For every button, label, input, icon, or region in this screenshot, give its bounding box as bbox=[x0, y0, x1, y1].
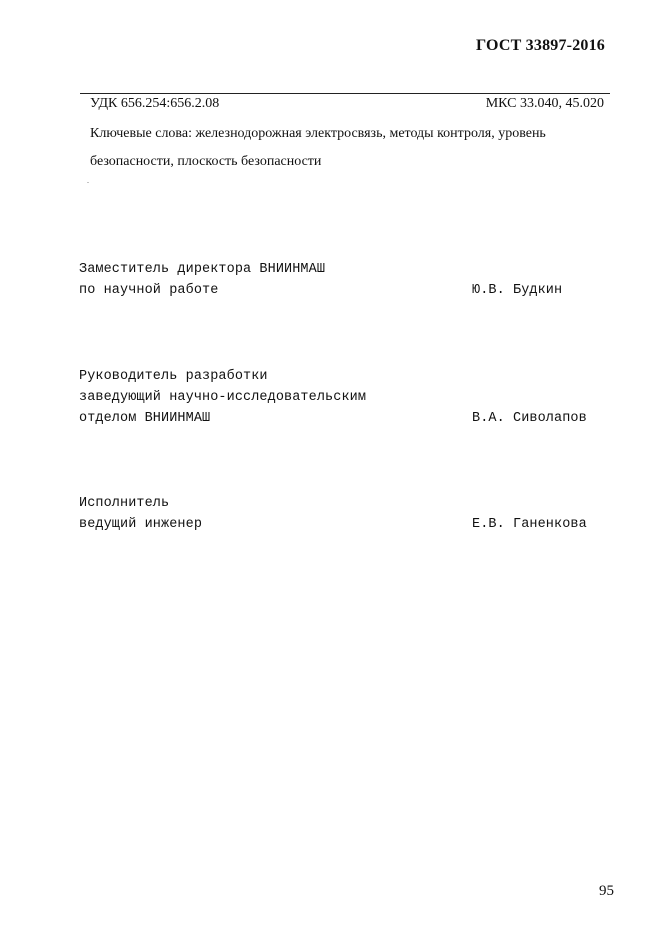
keywords-line-2: безопасности, плоскость безопасности bbox=[90, 154, 322, 169]
keywords-line-1: Ключевые слова: железнодорожная электросвязь, методы контроля, уровень bbox=[90, 126, 546, 141]
signatory-name: Ю.В. Будкин bbox=[472, 283, 563, 298]
signature-title-line: ведущий инженер bbox=[79, 517, 203, 532]
signatory-name: Е.В. Ганенкова bbox=[472, 517, 587, 532]
signatory-name: В.А. Сиволапов bbox=[472, 411, 587, 426]
mks-code: МКС 33.040, 45.020 bbox=[485, 96, 604, 111]
document-code: ГОСТ 33897-2016 bbox=[476, 37, 605, 54]
signature-title-line: Заместитель директора ВНИИНМАШ bbox=[79, 262, 326, 277]
signature-title-line: заведующий научно-исследовательским bbox=[79, 390, 367, 405]
udk-code: УДК 656.254:656.2.08 bbox=[90, 96, 220, 111]
signature-title-line: Руководитель разработки bbox=[79, 369, 268, 384]
signature-block-development-head bbox=[79, 366, 609, 429]
signature-title-line: отделом ВНИИНМАШ bbox=[79, 411, 211, 426]
signature-block-deputy-director bbox=[79, 259, 609, 301]
page-number: 95 bbox=[599, 883, 614, 899]
header-rule bbox=[80, 93, 610, 94]
keywords bbox=[90, 120, 605, 176]
signature-block-executor bbox=[79, 493, 609, 535]
signature-title-line: по научной работе bbox=[79, 283, 219, 298]
signature-title-line: Исполнитель bbox=[79, 496, 170, 511]
stray-mark: . bbox=[87, 176, 89, 185]
